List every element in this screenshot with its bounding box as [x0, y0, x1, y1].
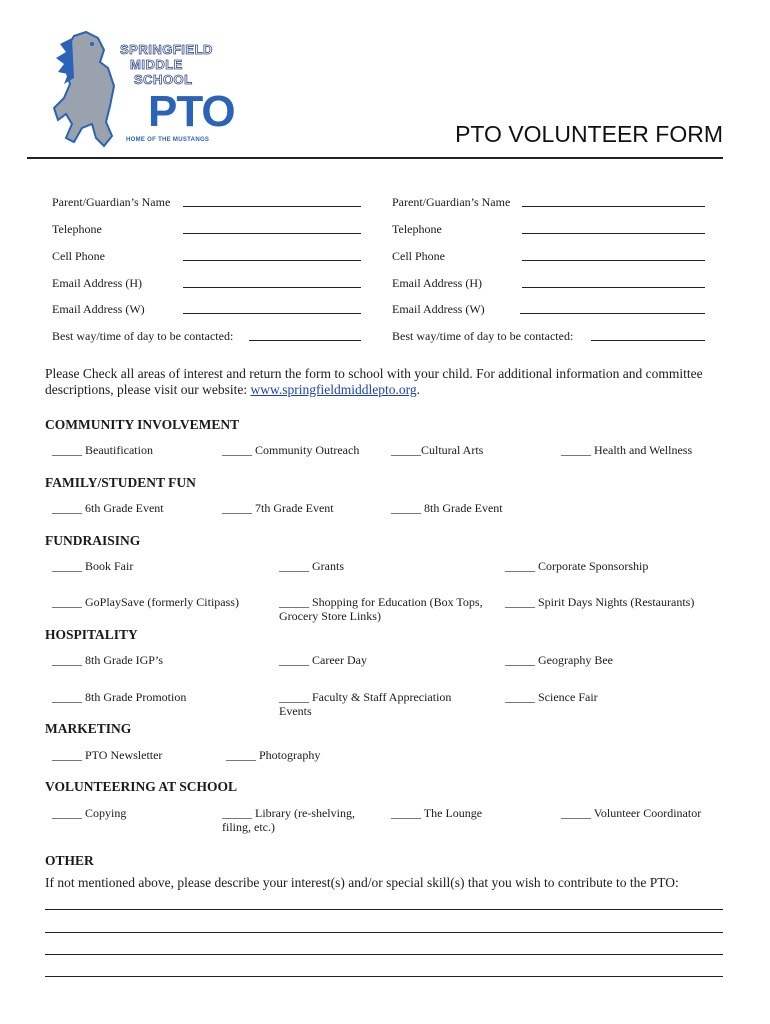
right-guardian-name-label: Parent/Guardian’s Name [392, 195, 511, 209]
option-beautification[interactable]: _____ Beautification [52, 443, 153, 457]
logo-line-1: SPRINGFIELD [120, 42, 213, 57]
left-email-home-label: Email Address (H) [52, 276, 142, 290]
option-shopping-for-education[interactable]: _____ Shopping for Education (Box Tops, Grocery Store Links) [279, 595, 483, 623]
option-goplaysave[interactable]: _____ GoPlaySave (formerly Citipass) [52, 595, 239, 609]
option-6th-grade-event[interactable]: _____ 6th Grade Event [52, 501, 164, 515]
option-the-lounge[interactable]: _____ The Lounge [391, 806, 483, 820]
left-cell-phone-field[interactable] [183, 260, 361, 261]
section-heading-hospitality: HOSPITALITY [45, 627, 138, 642]
option-cultural-arts[interactable]: _____Cultural Arts [391, 443, 484, 457]
option-science-fair[interactable]: _____ Science Fair [505, 690, 598, 704]
right-email-work-label: Email Address (W) [392, 302, 485, 316]
instructions-end: . [416, 382, 420, 397]
option-career-day[interactable]: _____ Career Day [279, 653, 367, 667]
section-heading-marketing: MARKETING [45, 721, 132, 736]
option-grants[interactable]: _____ Grants [279, 559, 344, 573]
right-guardian-name-field[interactable] [522, 206, 705, 207]
option-book-fair[interactable]: _____ Book Fair [52, 559, 134, 573]
section-heading-family: FAMILY/STUDENT FUN [45, 475, 196, 490]
left-email-work-field[interactable] [183, 313, 361, 314]
logo-motto: HOME OF THE MUSTANGS [126, 137, 210, 143]
right-cell-phone-field[interactable] [522, 260, 705, 261]
right-best-time-field[interactable] [591, 340, 705, 341]
right-telephone-field[interactable] [522, 233, 705, 234]
other-write-line-4[interactable] [45, 976, 723, 977]
option-volunteer-coordinator[interactable]: _____ Volunteer Coordinator [561, 806, 702, 820]
left-best-time-field[interactable] [249, 340, 361, 341]
left-telephone-field[interactable] [183, 233, 361, 234]
title-divider [27, 157, 723, 159]
option-8th-grade-igps[interactable]: _____ 8th Grade IGP’s [52, 653, 163, 667]
right-email-home-label: Email Address (H) [392, 276, 482, 290]
logo-line-2: MIDDLE [130, 57, 183, 72]
instructions-text: Please Check all areas of interest and return the form to school with your child. For additional information and committee descriptions, please visit our website: [45, 366, 703, 397]
option-7th-grade-event[interactable]: _____ 7th Grade Event [222, 501, 334, 515]
right-email-work-field[interactable] [520, 313, 705, 314]
option-pto-newsletter[interactable]: _____ PTO Newsletter [52, 748, 163, 762]
option-community-outreach[interactable]: _____ Community Outreach [222, 443, 360, 457]
left-email-work-label: Email Address (W) [52, 302, 145, 316]
left-guardian-name-label: Parent/Guardian’s Name [52, 195, 171, 209]
section-heading-other: OTHER [45, 853, 94, 868]
section-heading-community: COMMUNITY INVOLVEMENT [45, 417, 240, 432]
option-corporate-sponsorship[interactable]: _____ Corporate Sponsorship [505, 559, 649, 573]
right-best-time-label: Best way/time of day to be contacted: [392, 329, 574, 343]
right-email-home-field[interactable] [522, 287, 705, 288]
left-cell-phone-label: Cell Phone [52, 249, 105, 263]
left-best-time-label: Best way/time of day to be contacted: [52, 329, 234, 343]
left-email-home-field[interactable] [183, 287, 361, 288]
logo-line-3: SCHOOL [134, 72, 193, 87]
other-write-line-1[interactable] [45, 909, 723, 910]
option-library[interactable]: _____ Library (re-shelving, filing, etc.) [222, 806, 355, 834]
section-heading-volunteering: VOLUNTEERING AT SCHOOL [45, 779, 238, 794]
left-telephone-label: Telephone [52, 222, 102, 236]
other-prompt: If not mentioned above, please describe your interest(s) and/or special skill(s) that you wish to contribute to the PTO: [45, 875, 679, 890]
option-8th-grade-promotion[interactable]: _____ 8th Grade Promotion [52, 690, 187, 704]
school-logo [52, 28, 235, 153]
section-heading-fundraising: FUNDRAISING [45, 533, 141, 548]
option-staff-appreciation[interactable]: _____ Faculty & Staff Appreciation Events [279, 690, 452, 718]
instructions-paragraph [45, 366, 735, 398]
logo-pto: PTO [148, 87, 235, 136]
right-telephone-label: Telephone [392, 222, 442, 236]
option-copying[interactable]: _____ Copying [52, 806, 127, 820]
option-health-wellness[interactable]: _____ Health and Wellness [561, 443, 693, 457]
website-link[interactable]: www.springfieldmiddlepto.org [250, 382, 417, 397]
left-guardian-name-field[interactable] [183, 206, 361, 207]
other-write-line-2[interactable] [45, 932, 723, 933]
option-geography-bee[interactable]: _____ Geography Bee [505, 653, 613, 667]
option-photography[interactable]: _____ Photography [226, 748, 321, 762]
option-8th-grade-event[interactable]: _____ 8th Grade Event [391, 501, 503, 515]
other-write-line-3[interactable] [45, 954, 723, 955]
option-spirit-days[interactable]: _____ Spirit Days Nights (Restaurants) [505, 595, 695, 609]
form-title: PTO VOLUNTEER FORM [455, 121, 723, 147]
right-cell-phone-label: Cell Phone [392, 249, 445, 263]
